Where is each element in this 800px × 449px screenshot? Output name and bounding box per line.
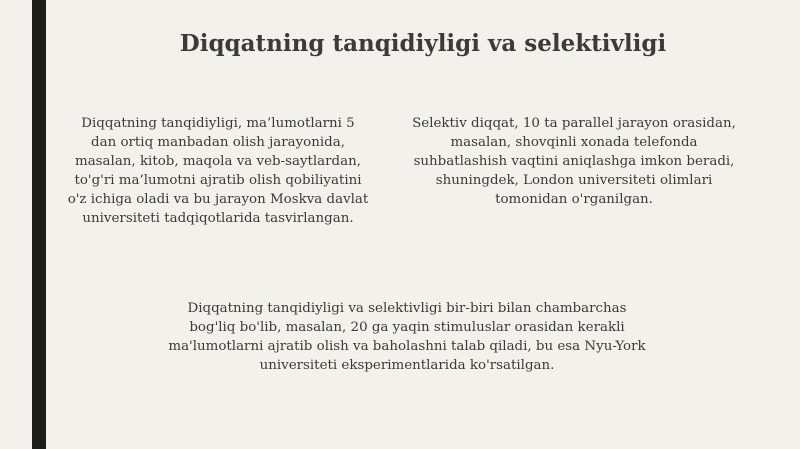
- left-paragraph-line: o'z ichiga oladi va bu jarayon Moskva davlat: [67, 192, 369, 207]
- accent-side-bar: [32, 0, 46, 449]
- right-paragraph-line: tomonidan o'rganilgan.: [495, 192, 653, 207]
- bottom-paragraph-line: bog'liq bo'lib, masalan, 20 ga yaqin stimuluslar orasidan kerakli: [189, 320, 625, 335]
- left-paragraph: [58, 114, 378, 228]
- bottom-paragraph: [140, 299, 674, 375]
- left-paragraph-line: Diqqatning tanqidiyligi, ma’lumotlarni 5: [81, 116, 355, 131]
- right-paragraph-line: suhbatlashish vaqtini aniqlashga imkon beradi,: [413, 154, 735, 169]
- right-paragraph-line: masalan, shovqinli xonada telefonda: [450, 135, 698, 150]
- bottom-paragraph-line: Diqqatning tanqidiyligi va selektivligi bir-biri bilan chambarchas: [187, 301, 627, 316]
- slide-title: Diqqatning tanqidiyligi va selektivligi: [179, 30, 667, 57]
- left-paragraph-line: masalan, kitob, maqola va veb-saytlardan,: [75, 154, 361, 169]
- left-paragraph-line: dan ortiq manbadan olish jarayonida,: [91, 135, 345, 150]
- left-paragraph-line: universiteti tadqiqotlarida tasvirlangan.: [82, 211, 354, 226]
- right-paragraph-line: shuningdek, London universiteti olimlari: [435, 173, 713, 188]
- bottom-paragraph-line: universiteti eksperimentlarida ko'rsatilgan.: [259, 358, 555, 373]
- right-paragraph: [395, 114, 753, 209]
- right-paragraph-line: Selektiv diqqat, 10 ta parallel jarayon orasidan,: [412, 116, 736, 131]
- bottom-paragraph-line: ma'lumotlarni ajratib olish va baholashni talab qiladi, bu esa Nyu-York: [168, 339, 646, 354]
- left-paragraph-line: to'g'ri ma’lumotni ajratib olish qobiliyatini: [74, 173, 362, 188]
